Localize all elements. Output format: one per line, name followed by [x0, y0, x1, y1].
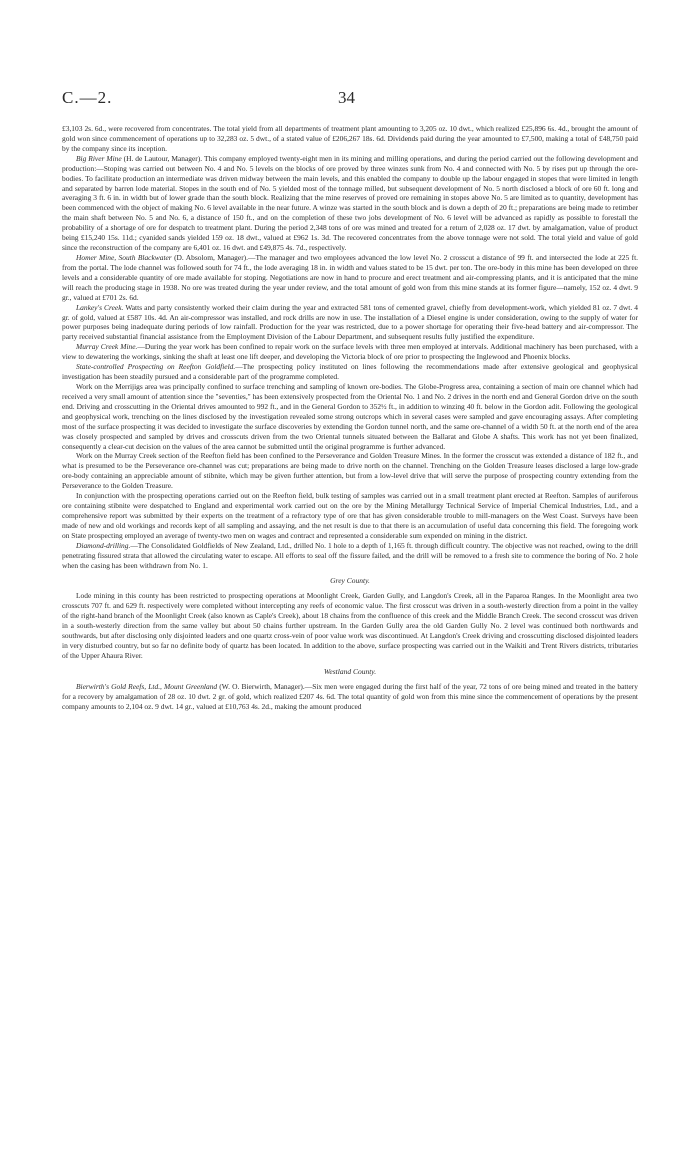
paragraph-title: Homer Mine, South Blackwater — [76, 252, 172, 262]
page-header — [0, 88, 700, 112]
paragraph-title: Diamond-drilling. — [76, 540, 131, 550]
paragraph-text: —The Consolidated Goldfields of New Zealand, Ltd., drilled No. 1 hole to a depth of 1,165 ft. through difficult country. The objective was not reached, owing to the drill penetrating fissured strata that allowed the circulating water to escape. All efforts to seal off the fissure failed, and the drill will be removed to a fresh site to commence the boring of No. 2 hole when the casing has been withdrawn from No. 1. — [62, 540, 638, 570]
paragraph — [62, 253, 638, 303]
paragraph-text: Work on the Murray Creek section of the Reefton field has been confined to the Perseverance and Golden Treasure Mines. In the former the crosscut was extended a distance of 182 ft., and what is presumed to be the Perseverance ore-channel was cut; preparations are being made to drive north on the channel. Trenching on the Golden Treasure leases disclosed a large low-grade ore-body containing an appreciable amount of stibnite, which may be given further attention, but from a low-level drive that will serve the purpose of prospecting country extending from the Perseverance to the Golden Treasure. — [62, 451, 638, 491]
paragraph-title: State-controlled Prospecting on Reefton Goldfield. — [76, 362, 236, 372]
paragraph-text: —During the year work has been confined to repair work on the surface levels with three men employed at intervals. Additional machinery has been purchased, with a view to dewatering the workings, sinking the shaft at least one lift deeper, and developing the Victoria block of ore prior to prospecting the Inglewood and Phoenix blocks. — [62, 342, 638, 362]
paragraph-text: In conjunction with the prospecting operations carried out on the Reefton field, bulk testing of samples was carried out in a small treatment plant erected at Reefton. Samples of auriferous ore containing stibnite were despatched to England and experimental work carried out on the ore by the Mining Metallurgy Technical Service of Imperial Chemical Industries, Ltd., and a comprehensive report was submitted by their experts on the treatment of a refractory type of ore that has given considerable trouble to mill-managers on the West Coast. Surveys have been made of new and old workings and records kept of all sampling and assaying, and the net result is due to that there is an accumulation of useful data concerning this field. The foregoing work on State prospecting employed an average of twenty-two men on wages and contract and represented a considerable sum expended on mining in the district. — [62, 491, 638, 540]
paragraph — [62, 591, 638, 660]
westland-county-section — [62, 682, 638, 712]
paragraph-text: Lode mining in this county has been restricted to prospecting operations at Moonlight Creek, Garden Gully, and Langdon's Creek, all in the Paparoa Ranges. In the Moonlight area two crosscuts 707 ft. and 629 ft. respectively were completed without intercepting any reefs of economic value. The first crosscut was driven in a south-westerly direction from a point in the valley of the right-hand branch of the Moonlight Creek (also known as Caple's Creek), about 18 chains from the confluence of this creek and the Middle Branch Creek. The second crosscut was driven in a south-westerly direction from the same valley but about 50 chains further upstream. In the Garden Gully area the old Garden Gully No. 2 level was continued both northwards and southwards, but after disclosing only disjointed leaders and one quartz cross-vein of poor value work was discontinued. At Langdon's Creek driving and crosscutting disclosed disjointed leaders in very disturbed country, but so far no definite body of quartz has been located. In addition to the above, surface prospecting was carried out in the Waikiti and Trent Rivers districts, tributaries of the Upper Ahaura River. — [62, 591, 638, 660]
grey-county-section — [62, 591, 638, 660]
paragraph-text: Watts and party consistently worked their claim during the year and extracted 581 tons of cemented gravel, chiefly from development-work, which yielded 81 oz. 7 dwt. 4 gr. of gold, valued at £587 10s. 4d. An air-compressor was installed, and rock drills are now in use. The installation of a Diesel engine is under consideration, owing to the supply of water for power purposes being inadequate during periods of low rainfall. Production for the year was restricted, due to a power shortage for operating their five-head battery and air-compressor. The party received substantial financial assistance from the Employment Division of the Labour Department, and subsequent results fully justified the expenditure. — [62, 302, 638, 342]
paragraph-text: Work on the Merrijigs area was principally confined to surface trenching and sampling of known ore-bodies. The Globe-Progress area, containing a section of main ore channel which had received a very small amount of attention since the "seventies," has been extensively prospected from the Oriental No. 1 and No. 2 drives in the north end and General Gordon drive on the south end. Driving and crosscutting in the Oriental drives amounted to 992 ft., and in the General Gordon to 352½ ft., in addition to winzing 40 ft. below in the Gordon adit. Following the geological and geophysical work, trenching on the lines disclosed by the investigation revealed some strong outcrops which in several cases were sampled and gave encouraging assays. After completing most of the surface prospecting it was decided to investigate the surface discoveries by extending the Gordon tunnel north, and the same ore-channel of a width 50 ft. at the north end of the area was closely prospected and sampled by drives and crosscuts driven from the two Oriental tunnels situated between the Ballarat and Globe A shafts. This work has not yet been finalized, consequently a clear-cut decision on the values of the area cannot be submitted until the original programme is further advanced. — [62, 381, 638, 451]
paragraph-text: £3,103 2s. 6d., were recovered from concentrates. The total yield from all departments of treatment plant amounting to 3,205 oz. 10 dwt., which realized £25,896 6s. 4d., brought the amount of gold won since commencement of operations up to 32,283 oz. 5 dwt., of a stated value of £206,267 18s. 6d. Dividends paid during the year amounted to £7,500, making a total of £48,750 paid by the company since its inception. — [62, 124, 638, 153]
paragraph — [62, 491, 638, 541]
paragraph-title: Big River Mine — [76, 153, 122, 163]
paragraph — [62, 124, 638, 154]
document-body — [62, 124, 638, 712]
reefton-section — [62, 124, 638, 570]
paragraph — [62, 382, 638, 451]
paragraph-text: —The prospecting policy instituted on lines following the recommendations made after extensive geological and geophysical investigation has been steadily pursued and a considerable part of the programme completed. — [62, 362, 638, 382]
county-heading-grey: Grey County. — [330, 576, 370, 586]
paragraph — [62, 154, 638, 253]
paragraph — [62, 303, 638, 343]
paragraph — [62, 362, 638, 382]
paragraph — [62, 342, 638, 362]
paragraph-title: Bierwirth's Gold Reefs, Ltd., Mount Greenland — [76, 681, 218, 691]
paragraph-text: (H. de Lautour, Manager). This company employed twenty-eight men in its mining and milling operations, and during the period carried out the following development and production:—Stoping was carried out between No. 4 and No. 5 levels on the blocks of ore proved by three winzes sunk from No. 4 and connected with No. 5 by rises put up through the ore-bodies. To facilitate production an intermediate was driven midway between the main levels, and this enabled the company to double up the labour engaged in stopes that were limited in length and separated by barren lode material. Stopes in the south end of No. 5 yielded most of the tonnage milled, but subsequent development of No. 5 north disclosed a block of ore 60 ft. long and averaging 3 ft. 6 in. in width but of lower grade than the south block. Realizing that the mine reserves of proved ore remaining in stopes above No. 5 are limited as to quantity, development has been commenced with the object of making No. 6 level available in the near future. A winze was started in the south block and is down a depth of 20 ft.; preparations are being made to retimber the main shaft between No. 5 and No. 6, a distance of 150 ft., and on the completion of these two jobs development of No. 6 level will be advanced as rapidly as possible to forestall the probability of a shortage of ore for despatch to treatment plant. During the period 2,348 tons of ore was mined and treated for a return of 2,028 oz. 17 dwt. by amalgamation, value of product being £15,240 15s. 11d.; cyanided sands yielded 159 oz. 18 dwt., valued at £962 1s. 3d. The recovered concentrates from the above tonnage were not sold. The total yield and value of gold since the reconstruction of the company are 6,401 oz. 16 dwt. and £49,875 4s. 7d., respectively. — [62, 153, 638, 253]
county-heading-westland: Westland County. — [323, 666, 377, 676]
paragraph — [62, 541, 638, 571]
paragraph-text: (D. Absolom, Manager).—The manager and two employees advanced the low level No. 2 crosscut a distance of 99 ft. and intersected the lode at 225 ft. from the portal. The lode channel was followed south for 74 ft., the lode averaging 18 in. in width and values stated to be 15 dwt. per ton. The ore-body in this mine has been developed on three levels and a considerable quantity of ore made available for stoping. Negotiations are now in hand to procure and erect treatment and air-compressing plants, and it is anticipated that the mine will reach the producing stage in 1938. No ore was treated during the year under review, and the total amount of gold won from this mine stands at its former figure—namely, 152 oz. 4 dwt. 9 gr., valued at £701 2s. 6d. — [62, 252, 638, 302]
paragraph-text: (W. O. Bierwirth, Manager).—Six men were engaged during the first half of the year, 72 tons of ore being mined and treated in the battery for a recovery by amalgamation of 28 oz. 10 dwt. 2 gr. of gold, which realized £207 4s. 6d. The total quantity of gold won from this mine since the commencement of operations by the present company amounts to 2,104 oz. 9 dwt. 14 gr., valued at £10,763 4s. 2d., making the amount produced — [62, 681, 638, 711]
series-label: C.—2. — [62, 88, 113, 107]
paragraph — [62, 682, 638, 712]
paragraph-title: Murray Creek Mine. — [76, 342, 138, 352]
paragraph-title: Lankey's Creek. — [76, 302, 124, 312]
paragraph — [62, 451, 638, 491]
page-number: 34 — [338, 88, 355, 107]
